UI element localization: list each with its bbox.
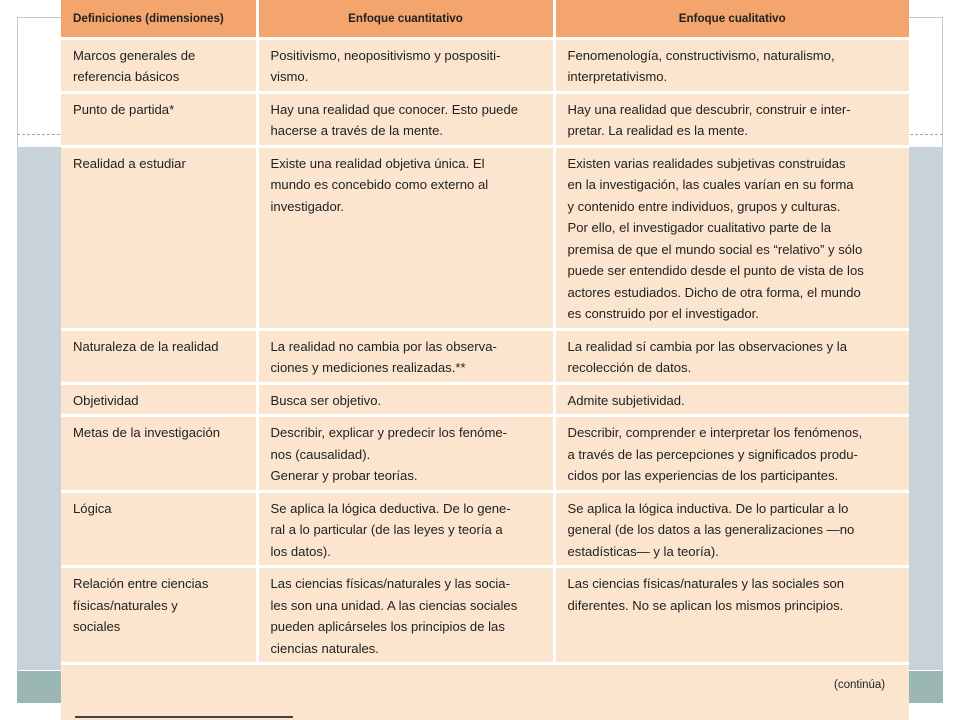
- comparison-table-image: [61, 0, 909, 720]
- quantitative-cell: Se aplica la lógica deductiva. De lo gene- ral a lo particular (de las leyes y teoría a los datos).: [257, 491, 554, 567]
- dimension-cell: Realidad a estudiar: [61, 146, 257, 329]
- table-row: [61, 491, 909, 567]
- dimension-cell: Naturaleza de la realidad: [61, 329, 257, 383]
- quantitative-cell: La realidad no cambia por las observa- ciones y mediciones realizadas.**: [257, 329, 554, 383]
- quantitative-cell: Hay una realidad que conocer. Esto puede hacerse a través de la mente.: [257, 92, 554, 146]
- table-row: [61, 383, 909, 416]
- table-row: [61, 416, 909, 492]
- qualitative-cell: Describir, comprender e interpretar los fenómenos, a través de las percepciones y significados produ- cidos por las experiencias de los participantes.: [554, 416, 909, 492]
- quantitative-cell: Existe una realidad objetiva única. El mundo es concebido como externo al investigador.: [257, 146, 554, 329]
- table-row: [61, 567, 909, 664]
- quantitative-cell: Positivismo, neopositivismo y pospositi- vismo.: [257, 38, 554, 92]
- qualitative-cell: Admite subjetividad.: [554, 383, 909, 416]
- footnote-rule: [75, 716, 293, 718]
- qualitative-cell: Existen varias realidades subjetivas construidas en la investigación, las cuales varían en su forma y contenido entre individuos, grupos y culturas. Por ello, el investigador cualitativo parte de la premisa de que el mundo social es “relativo” y sólo puede ser entendido desde el punto de vista de los actores estudiados. Dicho de otra forma, el mundo es construido por el investigador.: [554, 146, 909, 329]
- quantitative-cell: Describir, explicar y predecir los fenóme- nos (causalidad). Generar y probar teorías.: [257, 416, 554, 492]
- dimension-cell: Metas de la investigación: [61, 416, 257, 492]
- qualitative-cell: Fenomenología, constructivismo, naturalismo, interpretativismo.: [554, 38, 909, 92]
- table-row: [61, 329, 909, 383]
- qualitative-cell: La realidad sí cambia por las observaciones y la recolección de datos.: [554, 329, 909, 383]
- qualitative-cell: Se aplica la lógica inductiva. De lo particular a lo general (de los datos a las generalizaciones —no estadísticas— y la teoría).: [554, 491, 909, 567]
- header-row: [61, 0, 909, 38]
- table-row: [61, 146, 909, 329]
- dimension-cell: Relación entre ciencias físicas/naturales y sociales: [61, 567, 257, 664]
- header-quantitative: Enfoque cuantitativo: [257, 0, 554, 38]
- header-qualitative: Enfoque cualitativo: [554, 0, 909, 38]
- qualitative-cell: Hay una realidad que descubrir, construir e inter- pretar. La realidad es la mente.: [554, 92, 909, 146]
- dimension-cell: Punto de partida*: [61, 92, 257, 146]
- continues-note: (continúa): [834, 679, 886, 691]
- table-row: [61, 92, 909, 146]
- dimension-cell: Marcos generales de referencia básicos: [61, 38, 257, 92]
- qualitative-cell: Las ciencias físicas/naturales y las sociales son diferentes. No se aplican los mismos principios.: [554, 567, 909, 664]
- quantitative-cell: Busca ser objetivo.: [257, 383, 554, 416]
- quantitative-cell: Las ciencias físicas/naturales y las socia- les son una unidad. A las ciencias sociales pueden aplicárseles los principios de las ciencias naturales.: [257, 567, 554, 664]
- dimension-cell: Objetividad: [61, 383, 257, 416]
- table-row: [61, 38, 909, 92]
- header-dimensions: Definiciones (dimensiones): [61, 0, 257, 38]
- comparison-table: [61, 0, 909, 665]
- dimension-cell: Lógica: [61, 491, 257, 567]
